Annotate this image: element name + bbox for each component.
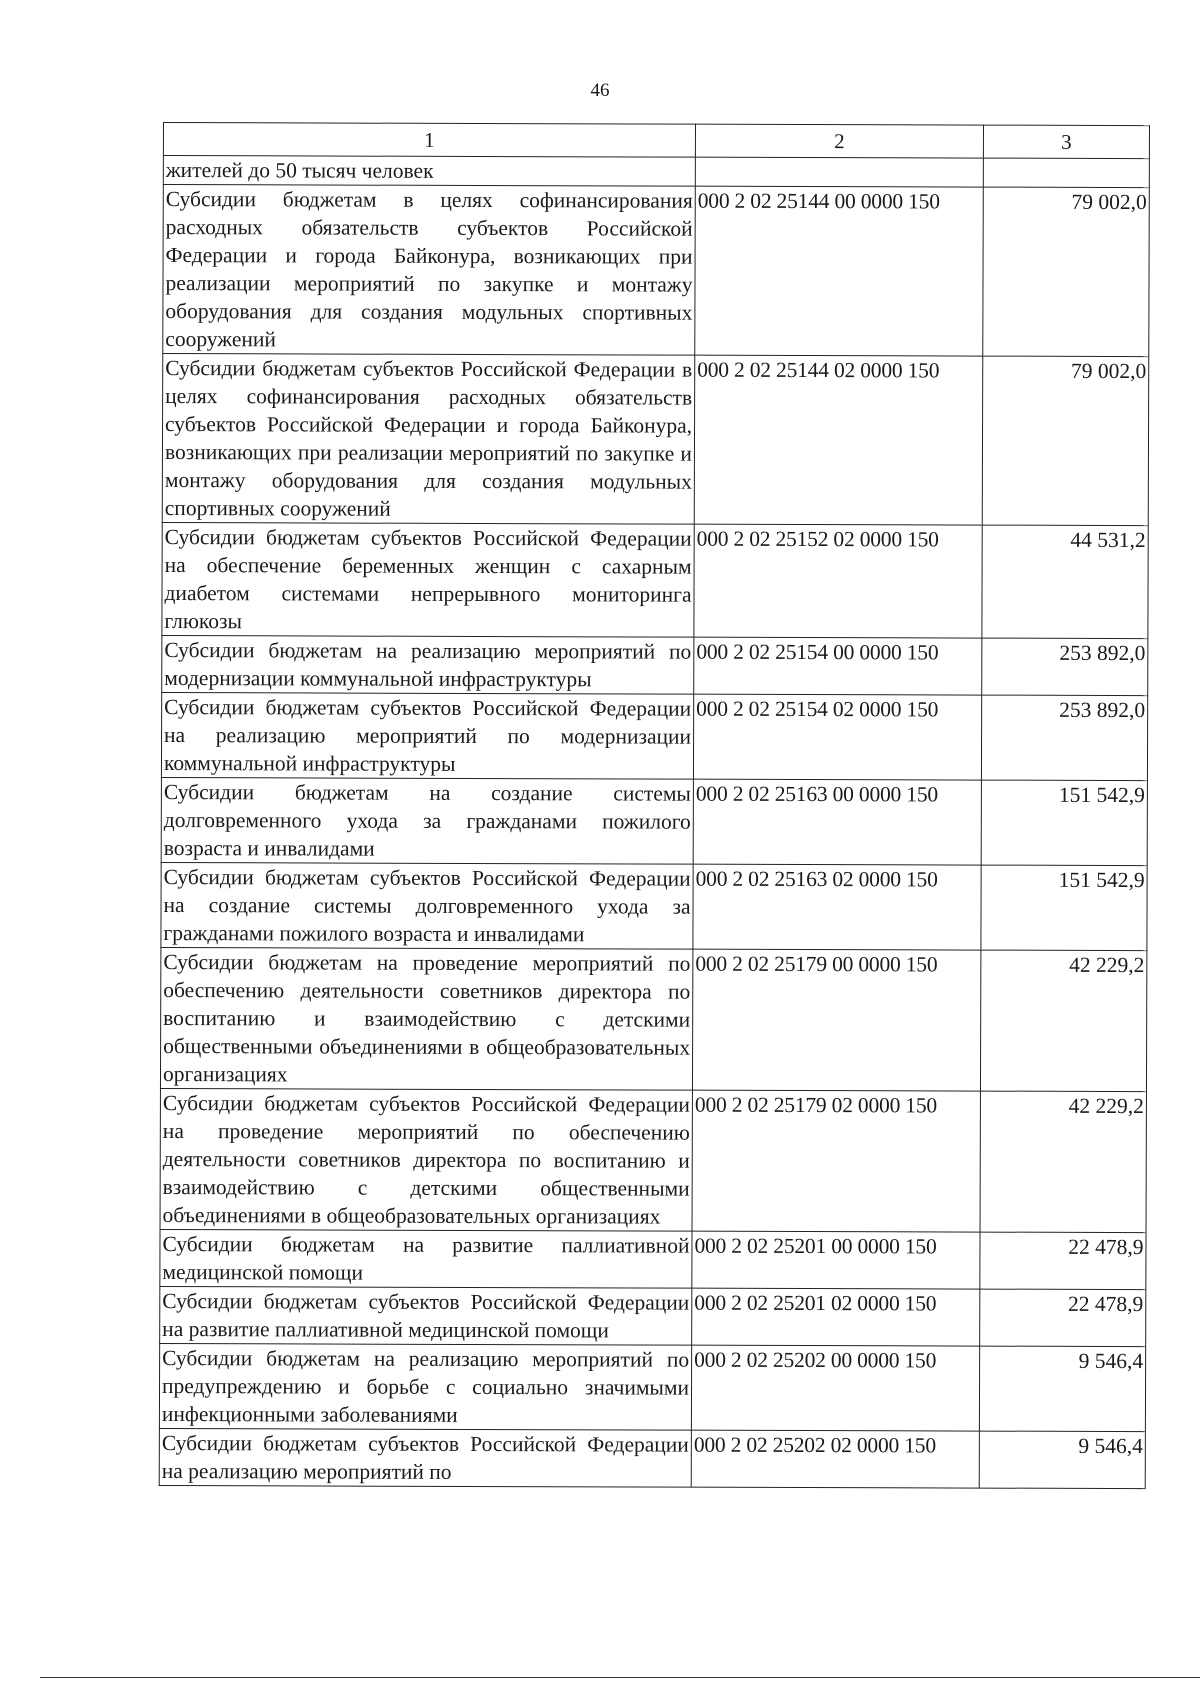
row-code-cell: 000 2 02 25202 00 0000 150: [691, 1345, 979, 1431]
table-row: [161, 862, 1147, 950]
row-amount-cell: 22 478,9: [980, 1232, 1146, 1290]
row-amount-cell: 9 546,4: [979, 1346, 1145, 1432]
row-amount-cell: 79 002,0: [983, 187, 1150, 357]
row-code-cell: 000 2 02 25163 02 0000 150: [693, 864, 981, 950]
table-row: [159, 1428, 1145, 1488]
table-row: [160, 1286, 1146, 1346]
row-name-cell: Субсидии бюджетам субъектов Российской Федерации в целях софинансирования расходных обязательств субъектов Российской Федерации и города Байконура, возникающих при реализации мероприятий по закупке и монтажу оборудования для создания модульных спортивных сооружений: [162, 354, 695, 525]
row-code-cell: 000 2 02 25154 00 0000 150: [694, 637, 982, 695]
row-amount-cell: 79 002,0: [982, 356, 1149, 526]
table-row: [159, 1343, 1145, 1431]
row-name-cell: Субсидии бюджетам на реализацию мероприятий по модернизации коммунальной инфраструктуры: [162, 635, 694, 694]
row-amount-cell: 44 531,2: [982, 525, 1148, 639]
row-amount-cell: 151 542,9: [981, 780, 1147, 866]
row-name-cell: Субсидии бюджетам субъектов Российской Федерации на реализацию мероприятий по: [159, 1428, 691, 1487]
row-name-cell: Субсидии бюджетам субъектов Российской Федерации на реализацию мероприятий по модернизации коммунальной инфраструктуры: [161, 692, 693, 779]
table-row: [162, 635, 1148, 695]
row-code-cell: 000 2 02 25202 02 0000 150: [691, 1430, 979, 1488]
table-row: [160, 1229, 1146, 1289]
row-name-cell: Субсидии бюджетам субъектов Российской Федерации на обеспечение беременных женщин с сахарным диабетом системами непрерывного мониторинга глюкозы: [162, 522, 694, 637]
row-code-cell: 000 2 02 25144 00 0000 150: [695, 186, 984, 356]
row-amount-cell: 42 229,2: [980, 1091, 1146, 1233]
row-code-cell: 000 2 02 25152 02 0000 150: [694, 524, 982, 638]
row-amount-cell: 22 478,9: [980, 1289, 1146, 1347]
column-header-amount: 3: [983, 125, 1149, 159]
table-row: [160, 1088, 1146, 1232]
row-name-cell: Субсидии бюджетам на создание системы долговременного ухода за гражданами пожилого возраста и инвалидами: [161, 777, 693, 864]
row-amount-cell: 253 892,0: [982, 638, 1148, 696]
table-row: [163, 185, 1150, 357]
table-body: [159, 156, 1149, 1489]
column-header-code: 2: [695, 124, 983, 158]
row-code-cell: 000 2 02 25154 02 0000 150: [693, 694, 981, 780]
table-row: [161, 777, 1147, 865]
row-name-cell: Субсидии бюджетам субъектов Российской Федерации на развитие паллиативной медицинской помощи: [160, 1286, 692, 1345]
row-name-cell: Субсидии бюджетам на реализацию мероприятий по предупреждению и борьбе с социально значимыми инфекционными заболеваниями: [159, 1343, 691, 1430]
row-amount-cell: 253 892,0: [981, 695, 1147, 781]
row-name-cell: Субсидии бюджетам субъектов Российской Федерации на проведение мероприятий по обеспечению деятельности советников директора по воспитанию и взаимодействию с детскими общественными объединениями в общеобразовательных организациях: [160, 1088, 692, 1231]
row-name-cell: жителей до 50 тысяч человек: [163, 156, 695, 187]
row-code-cell: 000 2 02 25201 02 0000 150: [692, 1288, 980, 1346]
table-header-row: [163, 123, 1149, 159]
row-code-cell: [695, 157, 983, 187]
table-row: [161, 692, 1147, 780]
budget-table: [159, 122, 1150, 1489]
table-row: [162, 354, 1149, 526]
page-number: 46: [590, 80, 610, 101]
row-code-cell: 000 2 02 25163 00 0000 150: [693, 779, 981, 865]
row-name-cell: Субсидии бюджетам в целях софинансирования расходных обязательств субъектов Российской Федерации и города Байконура, возникающих при реализации мероприятий по закупке и монтажу оборудования для создания модульных спортивных сооружений: [163, 185, 696, 356]
row-amount-cell: 9 546,4: [979, 1431, 1145, 1489]
table-row: [160, 947, 1146, 1091]
page-bottom-rule: [40, 1677, 1200, 1678]
row-name-cell: Субсидии бюджетам субъектов Российской Федерации на создание системы долговременного ухода за гражданами пожилого возраста и инвалидами: [161, 862, 693, 949]
row-code-cell: 000 2 02 25144 02 0000 150: [694, 355, 983, 525]
row-name-cell: Субсидии бюджетам на развитие паллиативной медицинской помощи: [160, 1229, 692, 1288]
row-amount-cell: [983, 158, 1149, 188]
row-amount-cell: 42 229,2: [980, 950, 1146, 1092]
table-row: [162, 522, 1148, 638]
row-code-cell: 000 2 02 25179 00 0000 150: [692, 949, 980, 1091]
row-amount-cell: 151 542,9: [981, 865, 1147, 951]
row-code-cell: 000 2 02 25179 02 0000 150: [692, 1090, 980, 1232]
row-code-cell: 000 2 02 25201 00 0000 150: [692, 1231, 980, 1289]
budget-table-container: [159, 122, 1149, 1489]
column-header-name: 1: [163, 123, 695, 158]
table-row: [163, 156, 1149, 188]
row-name-cell: Субсидии бюджетам на проведение мероприятий по обеспечению деятельности советников директора по воспитанию и взаимодействию с детскими общественными объединениями в общеобразовательных организациях: [160, 947, 692, 1090]
